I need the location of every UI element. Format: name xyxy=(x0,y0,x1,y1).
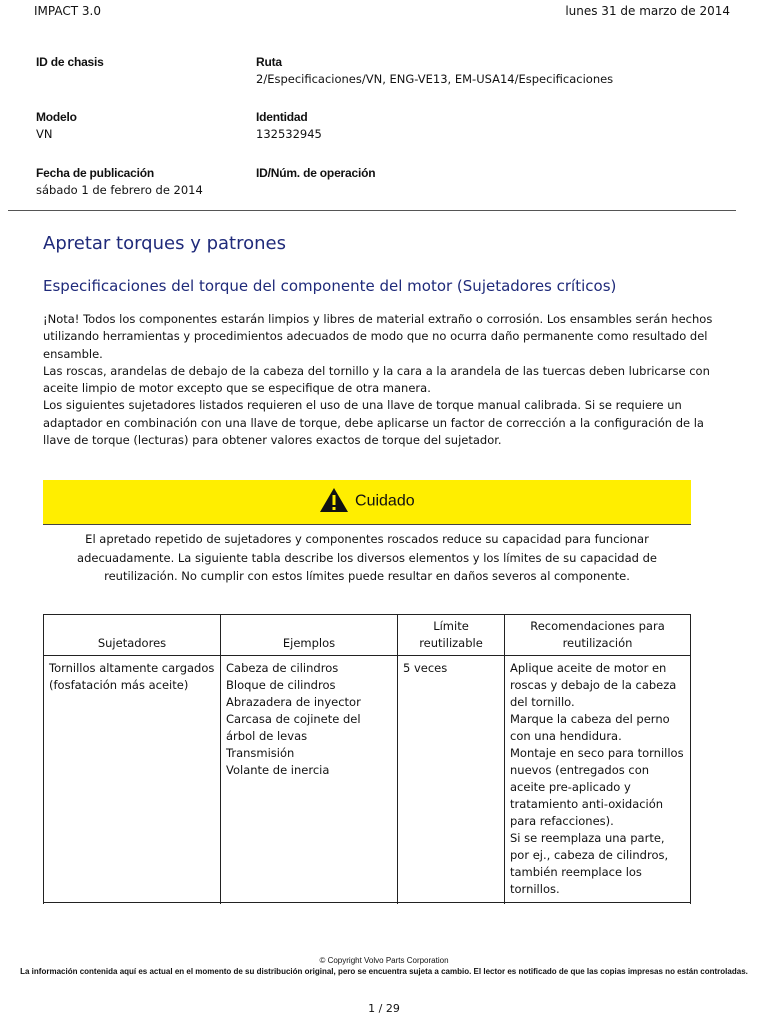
operation-field xyxy=(256,166,375,183)
model-field xyxy=(36,110,77,141)
example-item: Carcasa de cojinete del árbol de levas xyxy=(226,712,361,743)
caution-banner xyxy=(43,480,691,525)
print-date: lunes 31 de marzo de 2014 xyxy=(565,4,730,18)
pubdate-field xyxy=(36,166,203,197)
intro-text xyxy=(43,311,723,449)
recommendation-item: Aplique aceite de motor en roscas y debajo de la cabeza del tornillo. xyxy=(510,661,677,709)
column-header: Recomendaciones para reutilización xyxy=(505,615,691,656)
example-item: Transmisión xyxy=(226,746,295,760)
model-value: VN xyxy=(36,127,53,141)
example-item: Abrazadera de inyector xyxy=(226,695,361,709)
paragraph: ¡Nota! Todos los componentes estarán limpios y libres de material extraño o corrosión. Los ensambles serán hechos utilizando herramientas y procedimientos adecuados de modo que no ocurra daño permanente como resultado del ensamble. xyxy=(43,312,713,361)
route-field xyxy=(256,55,613,86)
recommendation-item: Si se reemplaza una parte, por ej., cabeza de cilindros, también reemplace los tornillos. xyxy=(510,831,669,896)
header-divider xyxy=(8,210,736,211)
example-item: Volante de inercia xyxy=(226,763,330,777)
route-label: Ruta xyxy=(256,55,282,69)
column-header: Límite reutilizable xyxy=(398,615,505,656)
reuse-limit: 5 veces xyxy=(403,661,448,675)
chassis-field xyxy=(36,55,104,72)
pubdate-label: Fecha de publicación xyxy=(36,166,155,180)
column-header: Sujetadores xyxy=(44,615,221,656)
table-bottom-rule xyxy=(43,902,691,903)
examples-cell xyxy=(221,656,398,905)
table-header-row xyxy=(44,615,691,656)
column-header: Ejemplos xyxy=(221,615,398,656)
recommendation-item: Montaje en seco para tornillos nuevos (entregados con aceite pre-aplicado y tratamiento anti-oxidación para refacciones). xyxy=(510,746,684,828)
page-number: 1 / 29 xyxy=(368,1002,400,1015)
example-item: Cabeza de cilindros xyxy=(226,661,339,675)
chassis-label: ID de chasis xyxy=(36,55,104,69)
table-row xyxy=(44,656,691,905)
limit-cell xyxy=(398,656,505,905)
fastener-cell xyxy=(44,656,221,905)
example-item: Bloque de cilindros xyxy=(226,678,336,692)
caution-text: El apretado repetido de sujetadores y componentes roscados reduce su capacidad para funcionar adecuadamente. La siguiente tabla describe los diversos elementos y los límites de su capacidad de reutilización. No cumplir con estos límites puede resultar en daños severos al componente. xyxy=(77,532,657,583)
model-label: Modelo xyxy=(36,110,77,124)
paragraph: Las roscas, arandelas de debajo de la cabeza del tornillo y la cara a la arandela de las tuercas deben lubricarse con aceite limpio de motor excepto que se especifique de otra manera. xyxy=(43,363,710,396)
warning-triangle-icon xyxy=(319,487,349,516)
disclaimer-text: La información contenida aquí es actual en el momento de su distribución original, pero se encuentra sujeta a cambio. El lector es notificado de que las copias impresas no están controladas. xyxy=(20,967,748,976)
section-title: Especificaciones del torque del componente del motor (Sujetadores críticos) xyxy=(43,277,617,295)
page-title: Apretar torques y patrones xyxy=(43,233,286,254)
identity-value: 132532945 xyxy=(256,127,322,141)
app-title: IMPACT 3.0 xyxy=(34,4,101,18)
recommendations-cell xyxy=(505,656,691,905)
caution-title: Cuidado xyxy=(355,492,415,510)
operation-label: ID/Núm. de operación xyxy=(256,166,376,180)
identity-field xyxy=(256,110,322,141)
paragraph: Los siguientes sujetadores listados requieren el uso de una llave de torque manual calibrada. Si se requiere un adaptador en combinación con una llave de torque, debe aplicarse un factor de corrección a la configuración de la llave de torque (lecturas) para obtener valores exactos de torque del sujetador. xyxy=(43,398,704,448)
fastener-type: Tornillos altamente cargados (fosfatación más aceite) xyxy=(49,661,215,692)
fastener-table xyxy=(43,614,691,904)
recommendation-item: Marque la cabeza del perno con una hendidura. xyxy=(510,712,670,743)
pubdate-value: sábado 1 de febrero de 2014 xyxy=(36,183,203,197)
identity-label: Identidad xyxy=(256,110,308,124)
route-value: 2/Especificaciones/VN, ENG-VE13, EM-USA14/Especificaciones xyxy=(256,72,614,86)
copyright-notice: © Copyright Volvo Parts Corporation xyxy=(319,956,449,965)
